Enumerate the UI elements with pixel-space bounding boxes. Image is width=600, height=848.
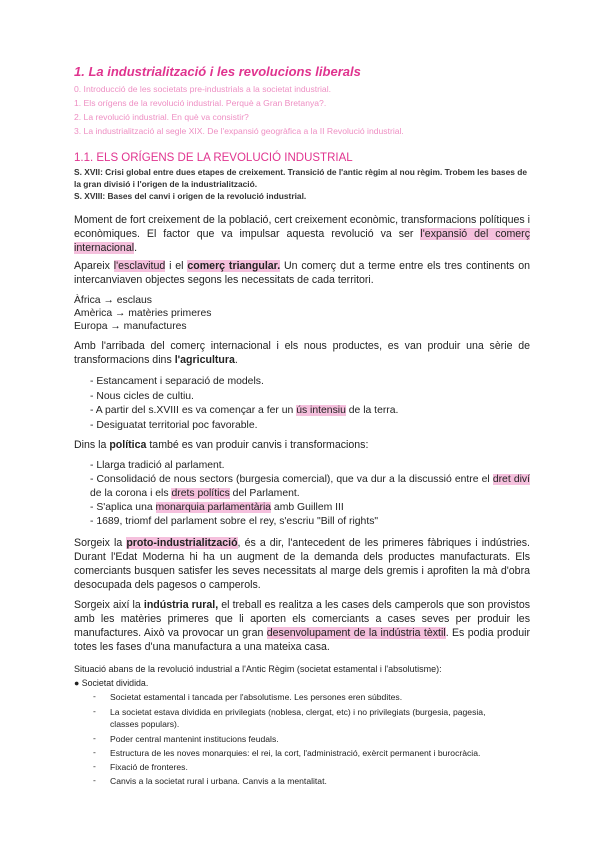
pol-item-2 xyxy=(90,473,530,501)
pol-item-1: - Llarga tradició al parlament. xyxy=(90,460,225,471)
pol-item-2-highlight-1: dret diví xyxy=(492,474,530,485)
p4-text-b: també es van produir canvis i transformacions: xyxy=(146,439,369,451)
p6-bold: indústria rural, xyxy=(143,599,219,611)
agri-item-4: - Desiguatat territorial poc favorable. xyxy=(90,419,258,431)
p6-text-c: . Es podia produir totes les fases d'una manufactura a una mateixa casa. xyxy=(74,627,530,653)
triangle-europe: Europa → manufactures xyxy=(74,321,187,332)
p1-highlight: l'expansió del comerç internacional xyxy=(74,228,530,254)
dash-item-4: Fixació de fronteres. xyxy=(110,762,188,772)
paragraph-population xyxy=(74,213,530,255)
paragraph-proto-industrialization xyxy=(74,536,530,592)
toc-item-2[interactable]: 2. La revolució industrial. En què va consistir? xyxy=(74,112,249,122)
dash-mark-5: - xyxy=(93,775,96,785)
triangle-list xyxy=(74,294,211,333)
triangle-america: Amèrica → matèries primeres xyxy=(74,308,212,319)
dash-item-3: Estructura de les noves monarquies: el rei, la cort, l'administració, exèrcit permanent i burocràcia. xyxy=(110,748,481,758)
toc-item-0[interactable]: 0. Introducció de les societats pre-industrials a la societat industrial. xyxy=(74,84,331,94)
pol-item-2-c: del Parlament. xyxy=(229,488,300,499)
dash-mark-4: - xyxy=(93,761,96,771)
p5-highlight: proto-industrialització xyxy=(126,537,238,549)
dash-mark-0: - xyxy=(93,691,96,701)
p6-text-b: el treball es realitza a les cases dels camperols que son provistos amb les matèries primeres que li aporten els comerciants a cases seves per produir les manufactures. Això va provocar un gran xyxy=(74,599,531,639)
dash-item-2: Poder central mantenint institucions feudals. xyxy=(110,734,279,744)
pol-item-2-a: - Consolidació de nous sectors (burgesia comercial), que va dur a la discussió entre el xyxy=(90,474,493,485)
p4-text-a: Dins la xyxy=(74,439,110,451)
p1-text-b: . xyxy=(134,242,138,254)
paragraph-politics xyxy=(74,438,530,452)
p5-text-b: , és a dir, l'antecedent de les primeres fàbriques i indústries. Durant l'Edat Moderna hi ha un augment de la demanda dels productes manufacturats. Els comerciants busquen satisfer les seves necessitats al marge dels gremis i aprofiten la mà d'obra desocupada dels pagesos o camperols. xyxy=(74,537,530,591)
dash-item-1: La societat estava dividida en privilegiats (noblesa, clergat, etc) i no privilegiats (burgesia, pagesia, classes populars). xyxy=(110,707,486,730)
p2-highlight-slavery: l'esclavitud xyxy=(113,260,166,272)
pol-item-3-a: - S'aplica una xyxy=(90,502,156,513)
agriculture-list xyxy=(90,375,398,433)
p3-bold: l'agricultura xyxy=(174,354,235,366)
agri-item-1: - Estancament i separació de models. xyxy=(90,376,264,387)
subtitle-s18: S. XVIII: Bases del canvi i origen de la revolució industrial. xyxy=(74,191,307,201)
p2-text-c: Un comerç dut a terme entre els tres continents on intercanviaven objectes segons les necessitats de cada territori. xyxy=(74,260,530,286)
p6-text-a: Sorgeix així la xyxy=(74,599,144,611)
document-title: 1. La industrialització i les revolucions liberals xyxy=(74,64,361,79)
pol-item-2-b: de la corona i els xyxy=(90,488,172,499)
dash-item-0: Societat estamental i tancada per l'absolutisme. Les persones eren súbdites. xyxy=(110,692,403,702)
pol-item-2-highlight-2: drets polítics xyxy=(171,488,230,499)
p2-text-a: Apareix xyxy=(74,260,114,272)
agri-item-3 xyxy=(90,404,398,419)
p1-text-a: Moment de fort creixement de la població, cert creixement econòmic, transformacions polítiques i econòmiques. El factor que va impulsar aquesta revolució va ser xyxy=(74,214,530,240)
dash-mark-3: - xyxy=(93,747,96,757)
situation-heading: Situació abans de la revolució industrial a l'Antic Règim (societat estamental i l'absolutisme): xyxy=(74,664,442,674)
politics-list xyxy=(90,459,530,529)
dash-item-5: Canvis a la societat rural i urbana. Canvis a la mentalitat. xyxy=(110,776,327,786)
triangle-africa: Àfrica → esclaus xyxy=(74,295,152,306)
pol-item-3-b: amb Guillem III xyxy=(271,502,344,513)
paragraph-agriculture xyxy=(74,339,530,367)
agri-item-3-highlight: ús intensiu xyxy=(296,405,346,416)
pol-item-3 xyxy=(90,501,530,515)
p4-bold: política xyxy=(109,439,147,451)
agri-item-3-a: - A partir del s.XVIII es va començar a fer un xyxy=(90,405,297,416)
pol-item-4: - 1689, triomf del parlament sobre el rey, s'escriu "Bill of rights" xyxy=(90,516,379,527)
p2-text-b: i el xyxy=(165,260,188,272)
p6-highlight: desenvolupament de la indústria tèxtil xyxy=(266,627,446,639)
paragraph-triangular-trade xyxy=(74,259,530,287)
p2-highlight-trade: comerç triangular. xyxy=(187,260,281,272)
p3-text-b: . xyxy=(234,354,238,366)
toc-item-3[interactable]: 3. La industrialització al segle XIX. De l'expansió geogràfica a la II Revolució industrial. xyxy=(74,126,404,136)
dash-mark-2: - xyxy=(93,733,96,743)
p3-text-a: Amb l'arribada del comerç internacional i els nous productes, es van produir una sèrie de transformacions dins xyxy=(74,340,530,366)
agri-item-3-b: de la terra. xyxy=(345,405,399,416)
toc-item-1[interactable]: 1. Els orígens de la revolució industrial. Perquè a Gran Bretanya?. xyxy=(74,98,327,108)
p5-text-a: Sorgeix la xyxy=(74,537,127,549)
subtitle-s17: S. XVII: Crisi global entre dues etapes de creixement. Transició de l'antic règim al nou règim. Trobem les bases de la gran divisió i l'origen de la industrialització. xyxy=(74,167,527,189)
pol-item-3-highlight: monarquia parlamentària xyxy=(155,502,272,513)
paragraph-rural-industry xyxy=(74,598,530,654)
section-heading: 1.1. ELS ORÍGENS DE LA REVOLUCIÓ INDUSTRIAL xyxy=(74,152,353,164)
agri-item-2: - Nous cicles de cultiu. xyxy=(90,390,194,402)
dash-mark-1: - xyxy=(93,706,96,716)
bullet-divided-society: ● Societat dividida. xyxy=(74,678,149,688)
